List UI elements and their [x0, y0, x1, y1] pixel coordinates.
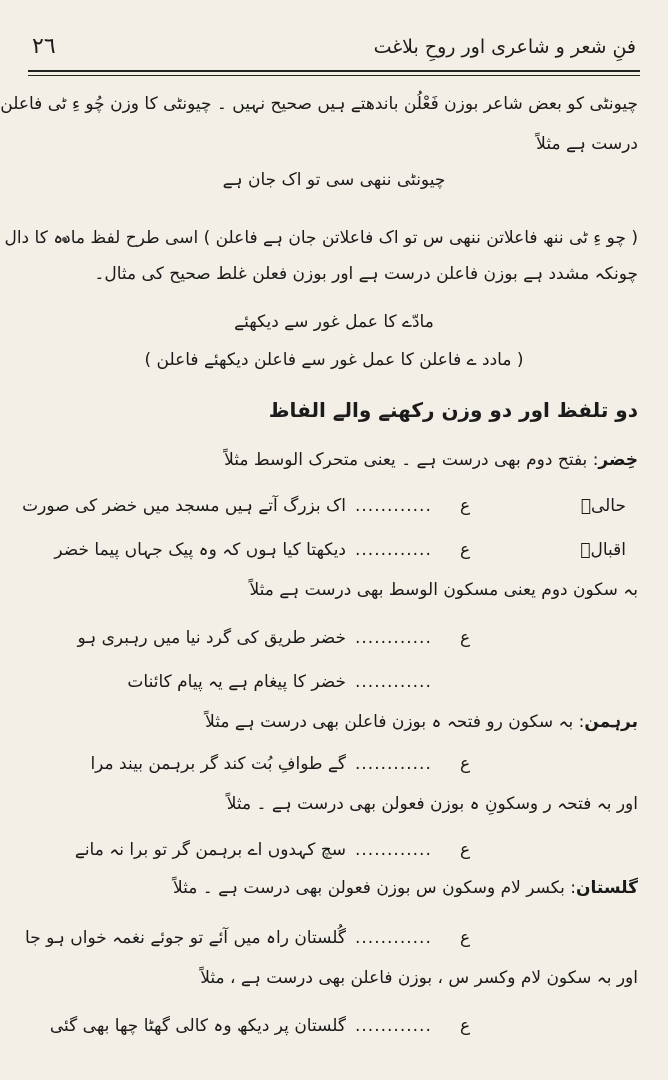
- verse-example: مادّے کا عمل غور سے دیکھئے: [234, 312, 434, 332]
- misra-marker: ع: [460, 628, 471, 648]
- brahman-second-intro: اور بہ فتحہ ر وسکونِ ہ بوزن فعولن بھی درست ہے ۔ مثلاً: [226, 794, 638, 814]
- page-header: [28, 30, 640, 72]
- dots: ............: [355, 540, 432, 560]
- poet-name: اقبالؔ: [580, 540, 626, 560]
- verse: گُلستان راہ میں آئے تو جوئے نغمہ خواں ہو جا: [25, 928, 346, 948]
- misra-marker: ع: [460, 840, 471, 860]
- paragraph-line: ( چو ءِ ٹی ننھ فاعلاتن ننھی س تو اک فاعلاتن جان ہے فاعلن ) اسی طرح لفظ مادہ کا دال: [4, 228, 638, 248]
- dots: ............: [355, 840, 432, 860]
- paragraph-line: چونکہ مشدد ہے بوزن فاعلن درست ہے اور بوزن فعلن غلط صحیح کی مثال۔: [94, 264, 638, 284]
- khizr-intro: : بفتح دوم بھی درست ہے ۔ یعنی متحرک الوسط مثلاً: [224, 450, 599, 470]
- misra-marker: ع: [460, 540, 471, 560]
- verse: خضر کا پیغام ہے یہ پیام کائنات: [127, 672, 346, 692]
- dots: ............: [355, 672, 432, 692]
- header-rule-thin: [28, 75, 640, 76]
- dots: ............: [355, 628, 432, 648]
- brahman-definition: [205, 710, 638, 734]
- dots: ............: [355, 754, 432, 774]
- misra-marker: ع: [460, 496, 471, 516]
- gulistan-intro: : بکسر لام وسکون س بوزن فعولن بھی درست ہے ۔ مثلاً: [172, 878, 577, 898]
- poet-name: حالیؔ: [580, 496, 626, 516]
- khizr-second-intro: بہ سکون دوم یعنی مسکون الوسط بھی درست ہے مثلاً: [249, 580, 638, 600]
- brahman-intro: : بہ سکون رو فتحہ ہ بوزن فاعلن بھی درست ہے مثلاً: [205, 712, 585, 732]
- verse: خضر طریق کی گرد نیا میں رہبری ہو: [77, 628, 346, 648]
- term-brahman: برہمن: [584, 712, 638, 732]
- verse-example: چیونٹی ننھی سی تو اک جان ہے: [222, 170, 446, 190]
- dots: ............: [355, 496, 432, 516]
- khizr-definition: [224, 448, 638, 472]
- term-khizr: خِضر: [598, 450, 638, 470]
- scansion-line: ( مادد ے فاعلن کا عمل غور سے فاعلن دیکھئے فاعلن ): [144, 350, 524, 370]
- verse: گلستان پر دیکھ وہ کالی گھٹا چھا بھی گئی: [49, 1016, 346, 1036]
- paragraph-line: چیونٹی کو بعض شاعر بوزن فَعْلُن باندھتے ہیں صحیح نہیں ۔ چیونٹی کا وزن چُو ءِ ٹی فاعلن: [0, 94, 638, 114]
- misra-marker: ع: [460, 754, 471, 774]
- misra-marker: ع: [460, 928, 471, 948]
- verse: دیکھتا کیا ہوں کہ وہ پیک جہاں پیما خضر: [54, 540, 346, 560]
- verse: اک بزرگ آتے ہیں مسجد میں خضر کی صورت: [22, 496, 346, 516]
- page-number: ٢٦: [32, 34, 56, 59]
- gulistan-second-intro: اور بہ سکون لام وکسر س ، بوزن فاعلن بھی درست ہے ، مثلاً: [200, 968, 638, 988]
- term-gulistan: گلستان: [576, 878, 638, 898]
- gulistan-definition: [173, 876, 638, 900]
- verse: گے طوافِ بُت کند گر برہمن بیند مرا: [90, 754, 346, 774]
- running-title: فنِ شعر و شاعری اور روحِ بلاغت: [373, 36, 636, 58]
- verse: سچ کہدوں اے برہمن گر تو برا نہ مانے: [74, 840, 346, 860]
- dots: ............: [355, 1016, 432, 1036]
- dots: ............: [355, 928, 432, 948]
- section-heading: دو تلفظ اور دو وزن رکھنے والے الفاظ: [268, 398, 638, 422]
- paragraph-line: درست ہے مثلاً: [536, 134, 638, 154]
- header-rule: [28, 70, 640, 72]
- misra-marker: ع: [460, 1016, 471, 1036]
